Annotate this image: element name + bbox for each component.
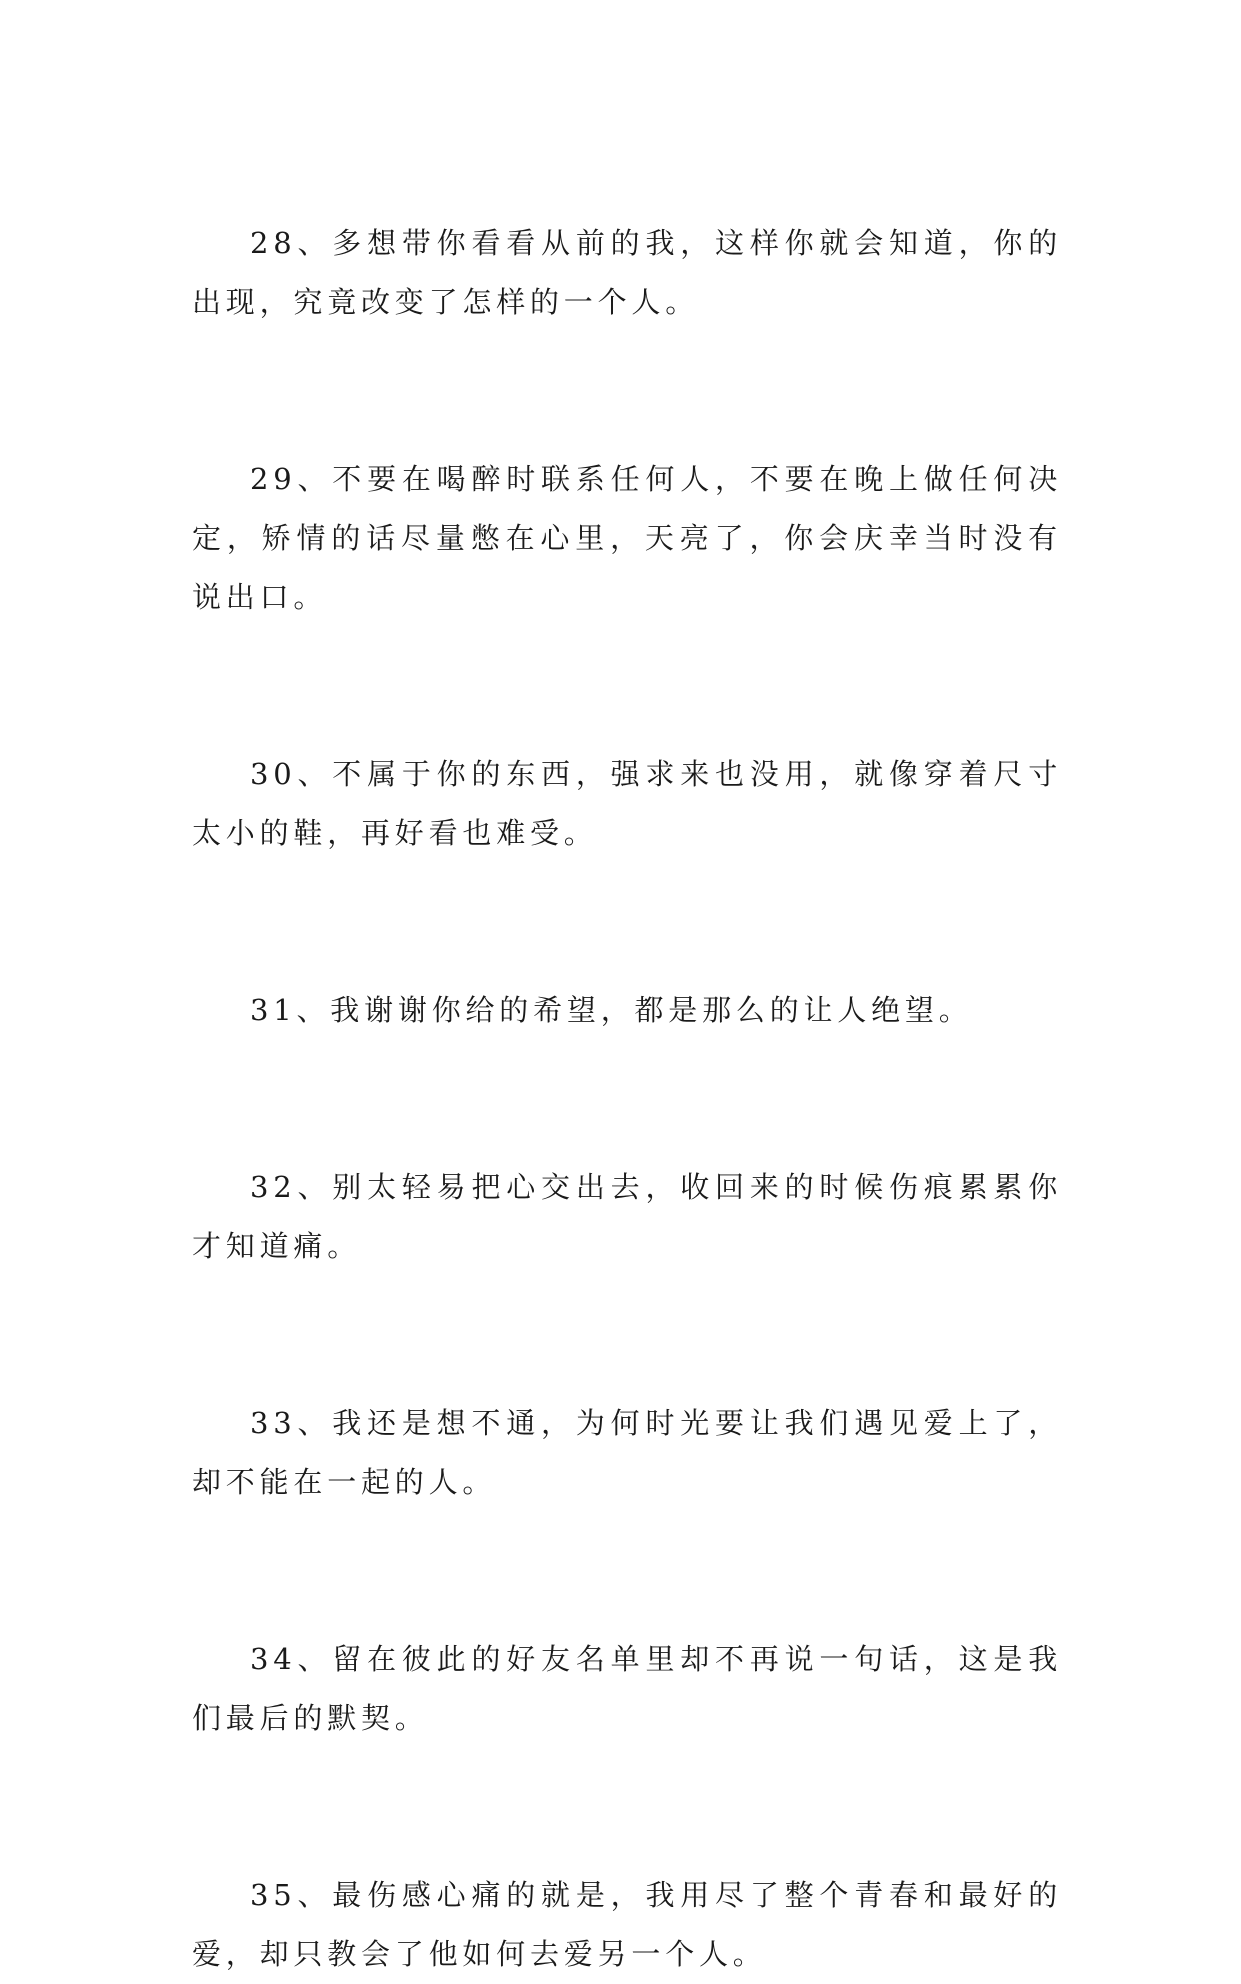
paragraph-33: 33、我还是想不通，为何时光要让我们遇见爱上了，却不能在一起的人。 [192, 1406, 1062, 1499]
paragraph-31: 31、我谢谢你给的希望，都是那么的让人绝望。 [250, 993, 973, 1027]
document-body [192, 214, 1062, 1984]
paragraph-28: 28、多想带你看看从前的我，这样你就会知道，你的出现，究竟改变了怎样的一个人。 [192, 226, 1062, 319]
paragraph-29: 29、不要在喝醉时联系任何人，不要在晚上做任何决定，矫情的话尽量憋在心里，天亮了，你会庆幸当时没有说出口。 [192, 462, 1062, 614]
paragraph-34: 34、留在彼此的好友名单里却不再说一句话，这是我们最后的默契。 [192, 1642, 1062, 1735]
paragraph-35: 35、最伤感心痛的就是，我用尽了整个青春和最好的爱，却只教会了他如何去爱另一个人。 [192, 1878, 1062, 1971]
paragraph-30: 30、不属于你的东西，强求来也没用，就像穿着尺寸太小的鞋，再好看也难受。 [192, 757, 1062, 850]
paragraph-32: 32、别太轻易把心交出去，收回来的时候伤痕累累你才知道痛。 [192, 1170, 1062, 1263]
